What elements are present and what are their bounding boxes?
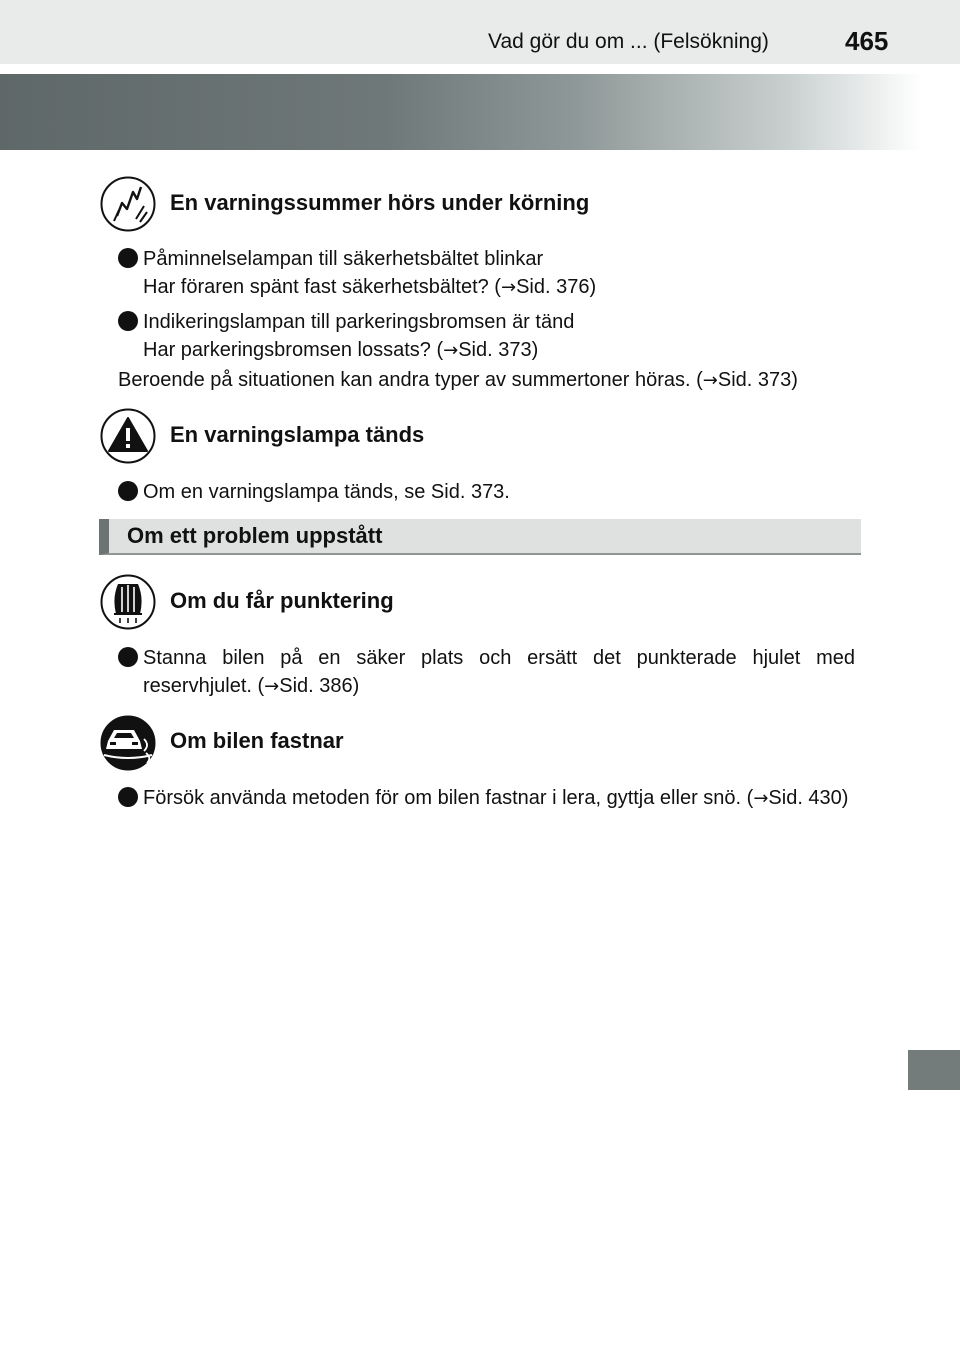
- warning-triangle-icon: [100, 408, 156, 464]
- bullet-icon: [118, 787, 138, 807]
- stuck-car-icon: [100, 715, 156, 771]
- page-reference: Sid. 430): [768, 787, 849, 809]
- page-reference: Sid. 376): [516, 276, 597, 298]
- page-reference: Sid. 373): [717, 369, 798, 391]
- page-reference: Sid. 373): [458, 339, 539, 361]
- section-banner: [99, 519, 861, 555]
- section-title-puncture: Om du får punktering: [170, 588, 394, 613]
- tire-icon: [100, 574, 156, 630]
- bullet-icon: [118, 481, 138, 501]
- section-title-stuck: Om bilen fastnar: [170, 728, 344, 753]
- item-heading: Indikeringslampan till parkeringsbromsen är tänd: [143, 311, 575, 333]
- arrow-icon: →: [264, 676, 280, 697]
- chapter-side-tab: [908, 1050, 960, 1090]
- item-body: Har parkeringsbromsen lossats? (→Sid. 373): [143, 339, 539, 361]
- bullet-icon: [118, 647, 138, 667]
- item-body: Har föraren spänt fast säkerhetsbältet? (→Sid. 376): [143, 276, 597, 298]
- list-item: Stanna bilen på en säker plats och ersätt det punkterade hjulet med reservhjulet. (→Sid. 386): [143, 647, 855, 697]
- page-header: [0, 0, 960, 64]
- arrow-icon: →: [702, 370, 718, 391]
- item-heading: Påminnelselampan till säkerhetsbältet blinkar: [143, 248, 544, 270]
- bullet-icon: [118, 311, 138, 331]
- buzzer-warning-icon: [100, 176, 156, 232]
- bullet-icon: [118, 248, 138, 268]
- arrow-icon: →: [753, 788, 769, 809]
- header-gradient-band: [0, 74, 960, 150]
- page-reference: Sid. 386): [279, 675, 360, 697]
- arrow-icon: →: [443, 340, 459, 361]
- header-title: Vad gör du om ... (Felsökning): [488, 30, 769, 53]
- page-number: 465: [845, 26, 889, 56]
- section-title-warning-light: En varningslampa tänds: [170, 422, 425, 447]
- banner-title: Om ett problem uppstått: [127, 523, 383, 548]
- arrow-icon: →: [500, 277, 517, 298]
- list-item: [143, 308, 855, 365]
- section-title-buzzer: En varningssummer hörs under körning: [170, 190, 590, 215]
- list-item: Försök använda metoden för om bilen fastnar i lera, gyttja eller snö. (→Sid. 430): [143, 787, 849, 809]
- section-note: Beroende på situationen kan andra typer av summertoner höras. (→Sid. 373): [118, 369, 798, 391]
- list-item: Om en varningslampa tänds, se Sid. 373.: [143, 481, 510, 503]
- list-item: [143, 245, 855, 302]
